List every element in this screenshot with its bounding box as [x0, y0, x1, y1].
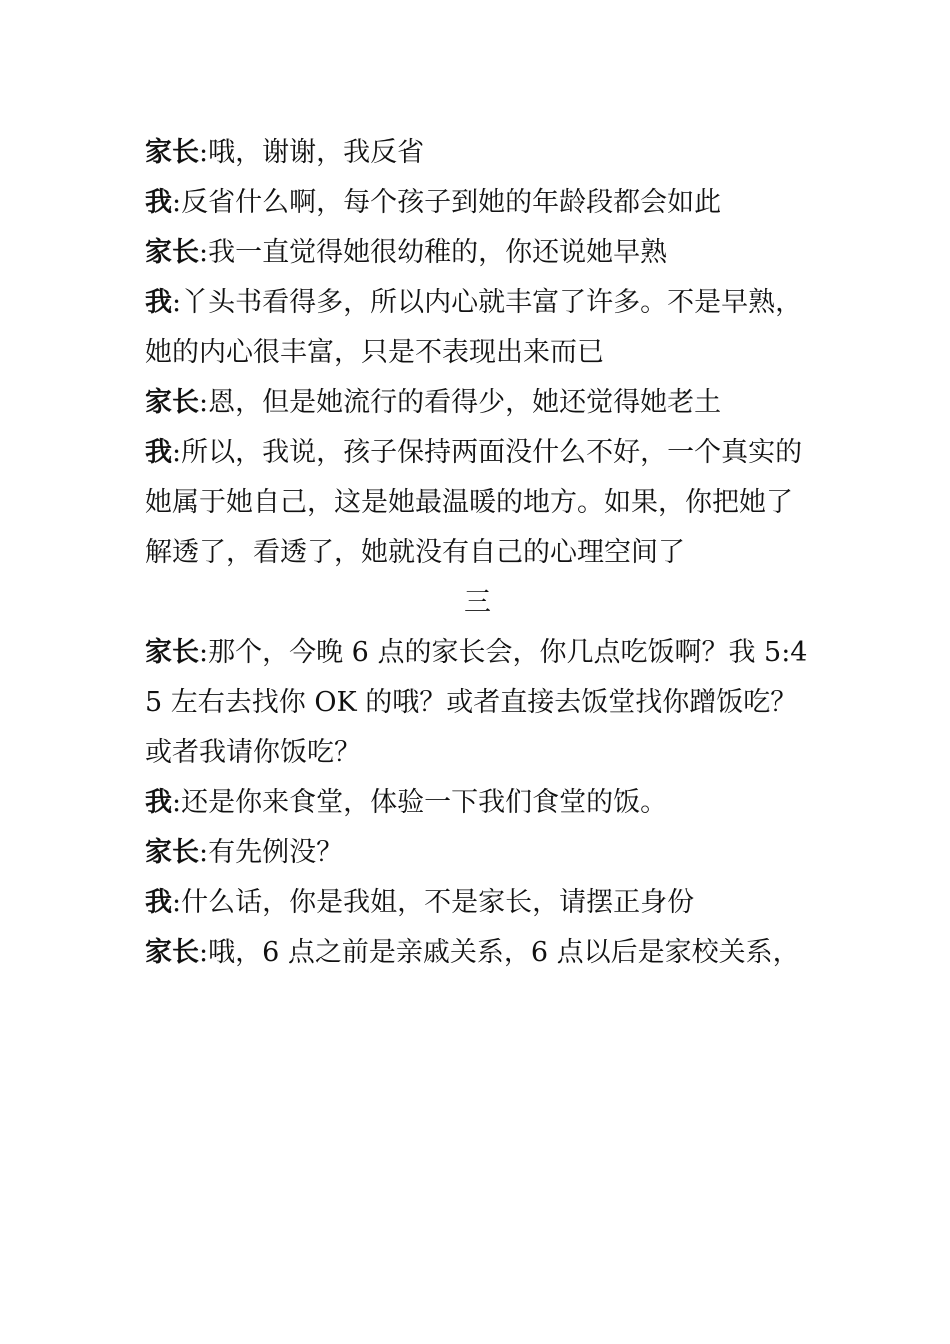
dialogue-line	[145, 128, 810, 178]
dialogue-text: :哦，谢谢，我反省	[199, 137, 425, 168]
speaker-label: 我	[145, 437, 172, 468]
dialogue-line	[145, 228, 810, 278]
speaker-label: 家长	[145, 137, 199, 168]
section-heading: 三	[464, 587, 491, 618]
dialogue-line	[145, 378, 810, 428]
speaker-label: 我	[145, 187, 172, 218]
speaker-label: 家长	[145, 637, 199, 668]
speaker-label: 我	[145, 287, 172, 318]
dialogue-text: :那个，今晚 6 点的家长会，你几点吃饭啊？我 5:45 左右去找你 OK 的哦？或者直接去饭堂找你蹭饭吃？或者我请你饭吃？	[145, 637, 808, 768]
dialogue-line	[145, 778, 810, 828]
dialogue-text: :恩，但是她流行的看得少，她还觉得她老土	[199, 387, 722, 418]
dialogue-text: :丫头书看得多，所以内心就丰富了许多。不是早熟，她的内心很丰富，只是不表现出来而已	[145, 287, 803, 368]
dialogue-line	[145, 828, 810, 878]
speaker-label: 我	[145, 887, 172, 918]
dialogue-text: :我一直觉得她很幼稚的，你还说她早熟	[199, 237, 668, 268]
dialogue-text: :还是你来食堂，体验一下我们食堂的饭。	[172, 787, 668, 818]
dialogue-text: :哦，6 点之前是亲戚关系，6 点以后是家校关系，	[199, 937, 800, 968]
speaker-label: 家长	[145, 387, 199, 418]
dialogue-line	[145, 628, 810, 778]
speaker-label: 家长	[145, 937, 199, 968]
dialogue-line	[145, 428, 810, 578]
dialogue-line	[145, 278, 810, 378]
dialogue-line	[145, 878, 810, 928]
dialogue-text: :有先例没？	[199, 837, 344, 868]
speaker-label: 我	[145, 787, 172, 818]
dialogue-text: :所以，我说，孩子保持两面没什么不好，一个真实的她属于她自己，这是她最温暖的地方。如果，你把她了解透了，看透了，她就没有自己的心理空间了	[145, 437, 803, 568]
dialogue-text: :什么话，你是我姐，不是家长，请摆正身份	[172, 887, 695, 918]
dialogue-text: :反省什么啊，每个孩子到她的年龄段都会如此	[172, 187, 722, 218]
speaker-label: 家长	[145, 237, 199, 268]
document-body	[145, 128, 810, 978]
speaker-label: 家长	[145, 837, 199, 868]
dialogue-line	[145, 178, 810, 228]
dialogue-line	[145, 928, 810, 978]
